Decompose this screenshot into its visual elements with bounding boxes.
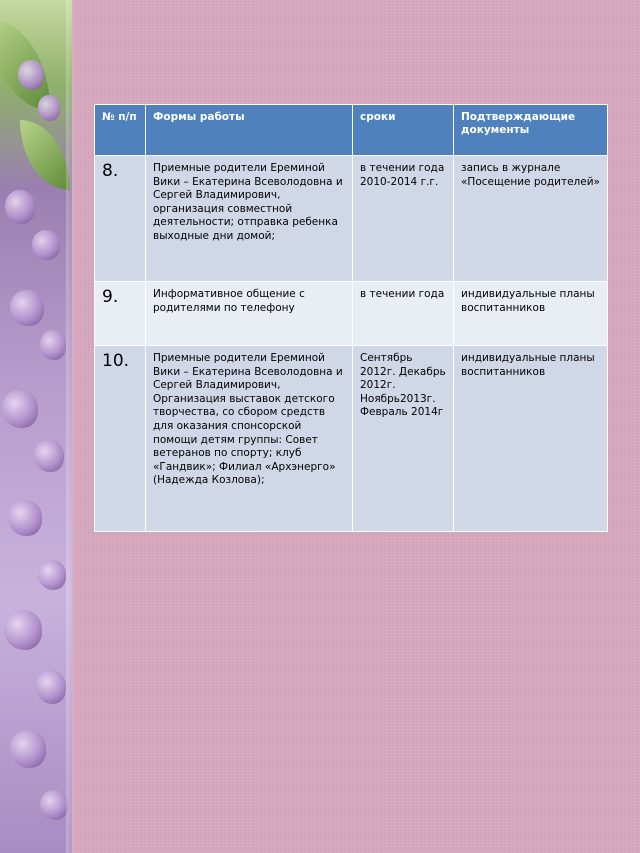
row-docs: запись в журнале «Посещение родителей» bbox=[454, 156, 608, 282]
row-docs: индивидуальные планы воспитанников bbox=[454, 346, 608, 532]
header-forms: Формы работы bbox=[146, 105, 353, 156]
strip-edge bbox=[66, 0, 76, 853]
table-row bbox=[95, 282, 608, 346]
row-term: в течении года bbox=[353, 282, 454, 346]
row-term: Сентябрь 2012г. Декабрь 2012г. Ноябрь2013г. Февраль 2014г bbox=[353, 346, 454, 532]
work-forms-table bbox=[94, 104, 608, 532]
row-form: Информативное общение с родителями по телефону bbox=[146, 282, 353, 346]
row-number: 9. bbox=[95, 282, 146, 346]
row-form: Приемные родители Ереминой Вики – Екатерина Всеволодовна и Сергей Владимирович, Организация выставок детского творчества, со сбором средств для оказания спонсорской помощи детям группы: Совет ветеранов по спорту; клуб «Гандвик»; Филиал «Архэнерго» (Надежда Козлова); bbox=[146, 346, 353, 532]
table-header-row bbox=[95, 105, 608, 156]
row-form: Приемные родители Ереминой Вики – Екатерина Всеволодовна и Сергей Владимирович, организация совместной деятельности; отправка ребенка выходные дни домой; bbox=[146, 156, 353, 282]
row-number: 10. bbox=[95, 346, 146, 532]
lilac-decoration bbox=[0, 0, 72, 853]
header-documents: Подтверждающие документы bbox=[454, 105, 608, 156]
table-row bbox=[95, 346, 608, 532]
header-number: № п/п bbox=[95, 105, 146, 156]
row-number: 8. bbox=[95, 156, 146, 282]
row-docs: индивидуальные планы воспитанников bbox=[454, 282, 608, 346]
header-terms: сроки bbox=[353, 105, 454, 156]
table-row bbox=[95, 156, 608, 282]
row-term: в течении года 2010-2014 г.г. bbox=[353, 156, 454, 282]
